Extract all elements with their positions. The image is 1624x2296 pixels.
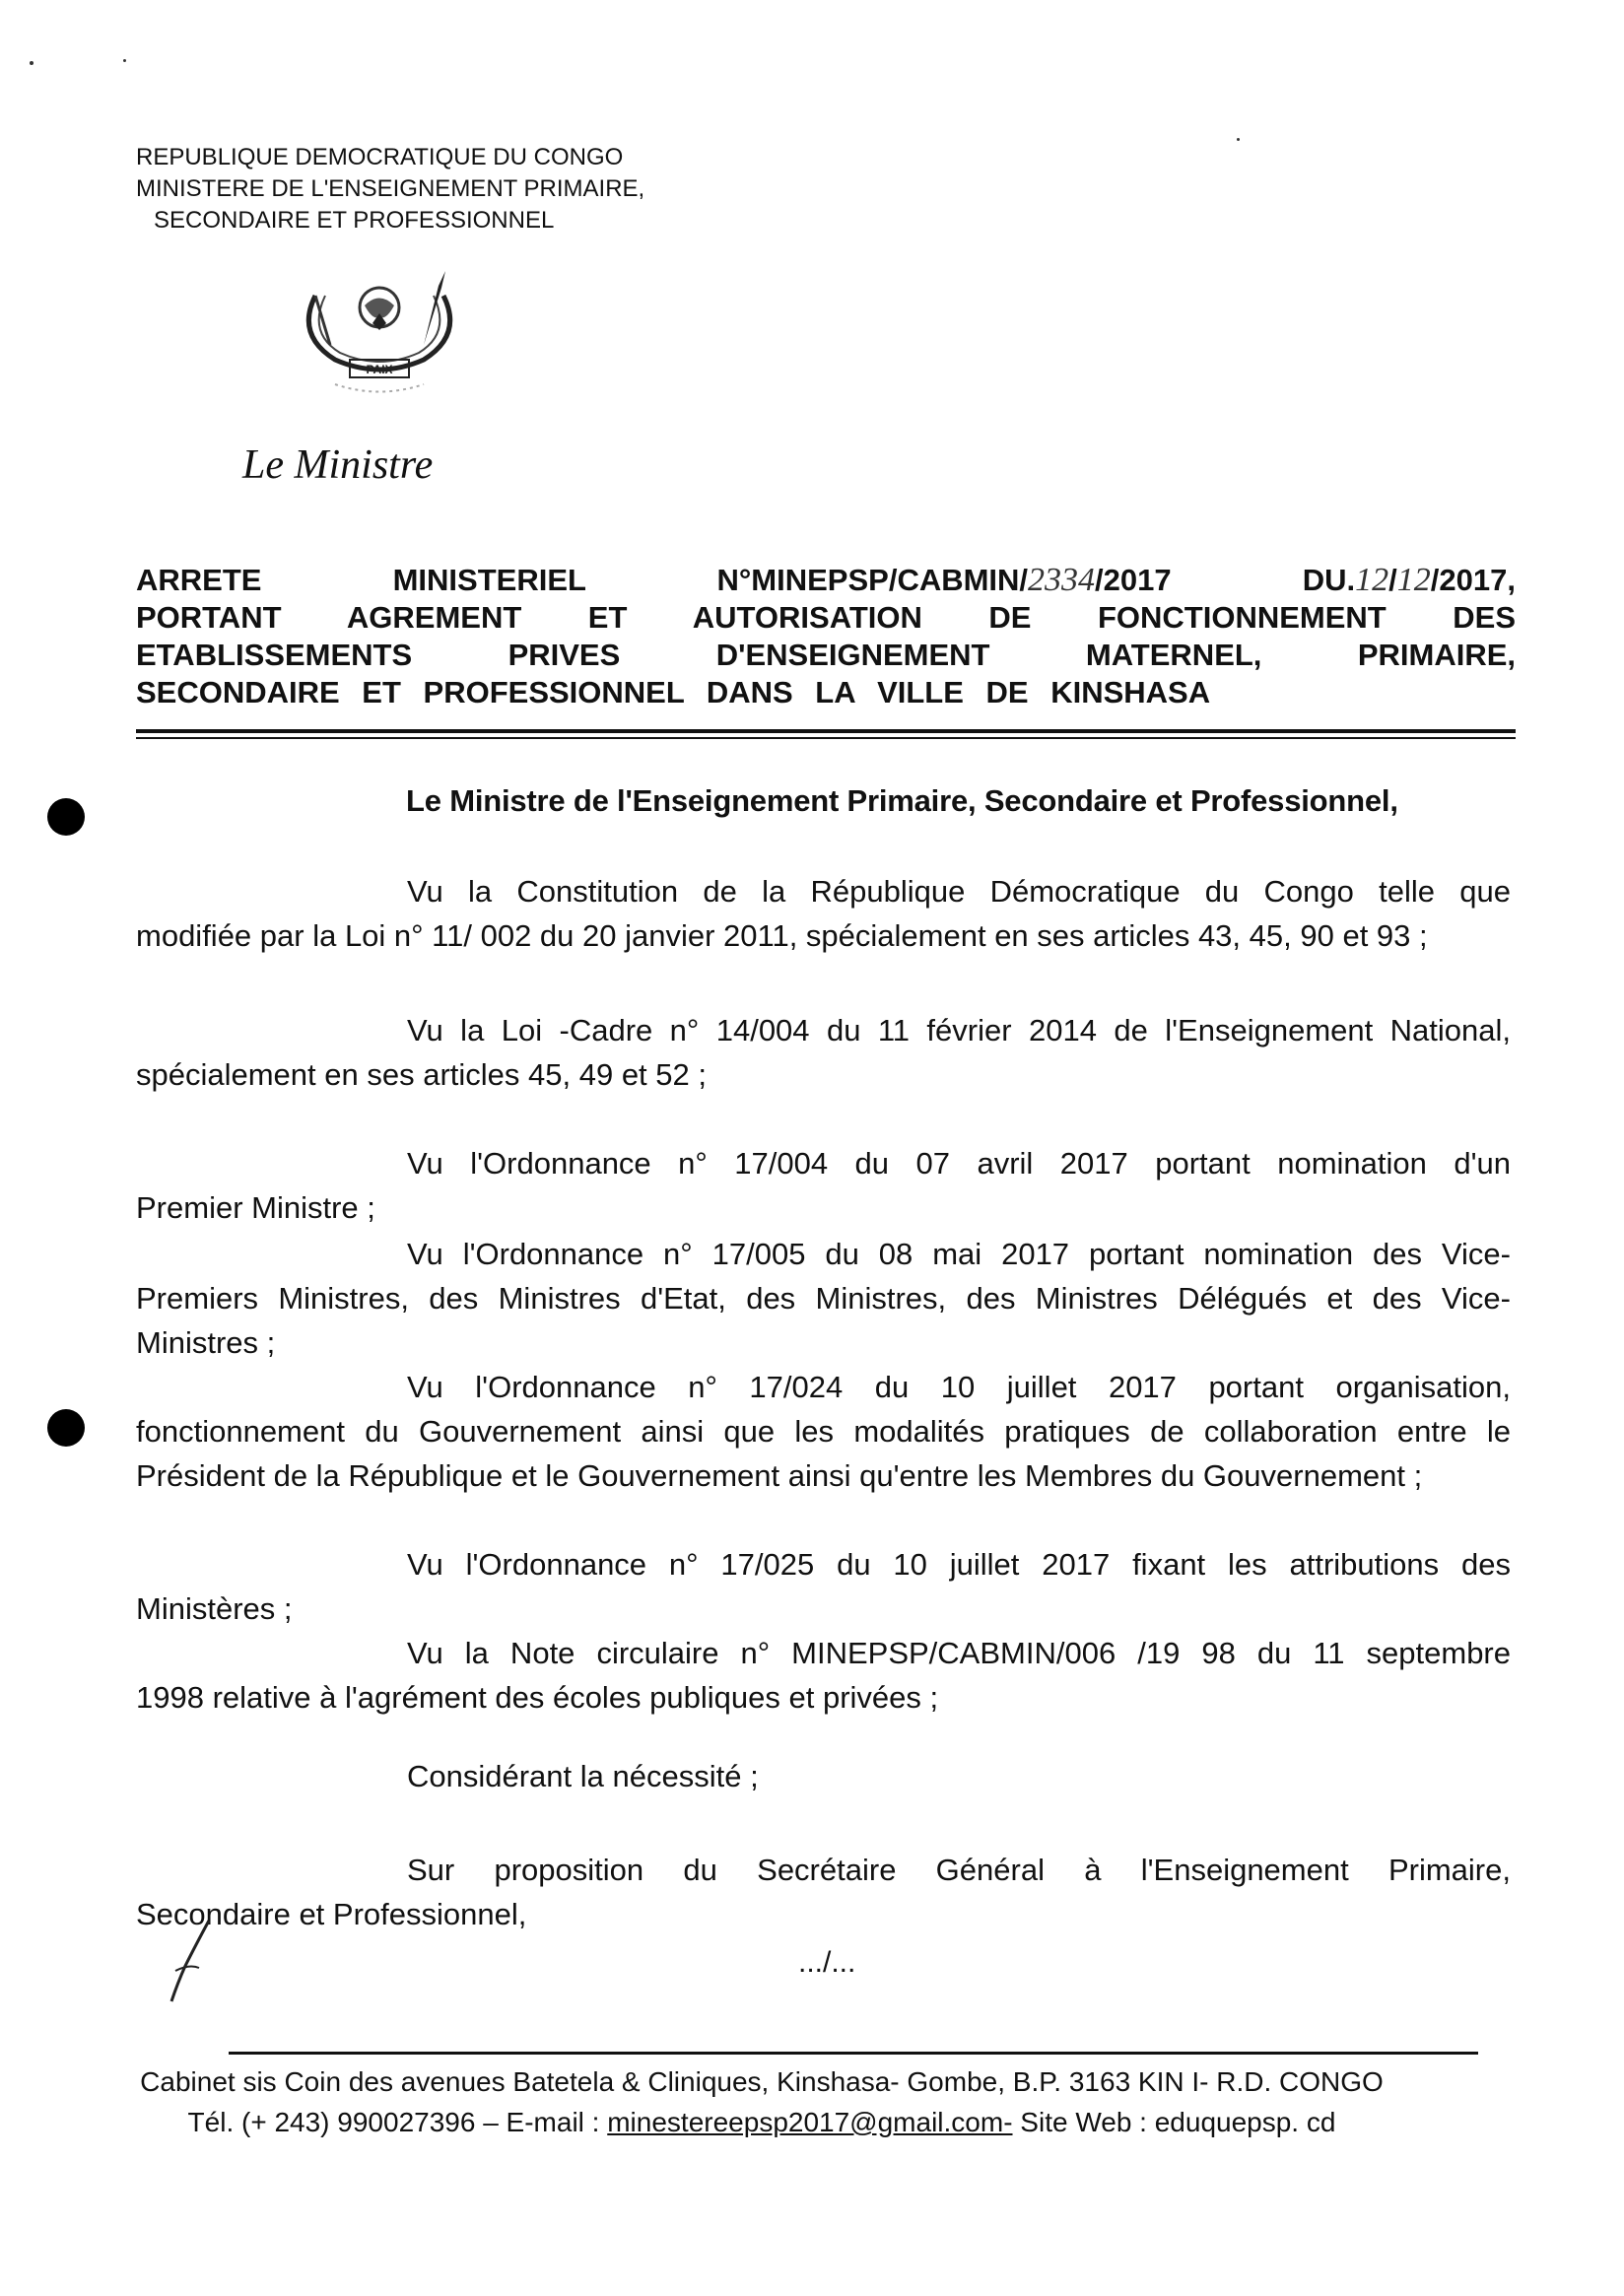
decree-word: ARRETE — [136, 563, 262, 597]
footer-contact — [136, 2107, 1387, 2138]
punch-hole-mark — [47, 1409, 85, 1447]
coat-of-arms-emblem — [276, 266, 483, 404]
decree-number: N°MINEPSP/CABMIN/2334/2017 — [716, 562, 1172, 598]
header-line-ministry: MINISTERE DE L'ENSEIGNEMENT PRIMAIRE, — [136, 175, 645, 202]
header-line-secondary: SECONDAIRE ET PROFESSIONNEL — [154, 207, 555, 234]
scan-speck — [30, 61, 34, 65]
paragraph-considerant: Considérant la nécessité ; — [407, 1759, 759, 1793]
footer-email-link[interactable]: minestereepsp2017@gmail.com- — [607, 2107, 1013, 2137]
punch-hole-mark — [47, 798, 85, 836]
paragraph-ordonnance-17-005: Vu l'Ordonnance n° 17/005 du 08 mai 2017 portant nomination des Vice- Premiers Ministres, des Ministres d'Etat, des Ministres, des Ministres Délégués et des Vice- Ministres ; — [136, 1237, 1511, 1360]
decree-title-line-2: PORTANT AGREMENT ET AUTORISATION DE FONCTIONNEMENT DES — [136, 600, 1516, 635]
handwritten-month: 12 — [1396, 562, 1431, 598]
title-divider — [136, 729, 1516, 733]
handwritten-number: 2334 — [1028, 562, 1096, 598]
paragraph-ordonnance-17-004: Vu l'Ordonnance n° 17/004 du 07 avril 2017 portant nomination d'un Premier Ministre ; — [136, 1146, 1511, 1225]
decree-title-line-4: SECONDAIRE ET PROFESSIONNEL DANS LA VILLE DE KINSHASA — [136, 675, 1211, 709]
emblem-motto: PAIX — [366, 363, 393, 376]
decree-date: DU.12/12/2017, — [1302, 562, 1516, 598]
decree-title-line-3: ETABLISSEMENTS PRIVES D'ENSEIGNEMENT MATERNEL, PRIMAIRE, — [136, 638, 1516, 672]
decree-title-line-1 — [136, 562, 1516, 599]
scan-speck — [123, 59, 126, 62]
paragraph-constitution: Vu la Constitution de la République Démocratique du Congo telle que modifiée par la Loi n° 11/ 002 du 20 janvier 2011, spécialement en ses articles 43, 45, 90 et 93 ; — [136, 874, 1511, 953]
paragraph-note-circulaire: Vu la Note circulaire n° MINEPSP/CABMIN/006 /19 98 du 11 septembre 1998 relative à l'agrément des écoles publiques et privées ; — [136, 1636, 1511, 1715]
paragraph-proposition: Sur proposition du Secrétaire Général à l'Enseignement Primaire, Secondaire et Professionnel, — [136, 1853, 1511, 1931]
header-line-republic: REPUBLIQUE DEMOCRATIQUE DU CONGO — [136, 144, 624, 170]
footer-website: Site Web : eduquepsp. cd — [1012, 2107, 1336, 2137]
minister-title: Le Ministre — [242, 442, 434, 488]
footer-divider — [229, 2052, 1478, 2055]
decree-word: MINISTERIEL — [392, 563, 586, 597]
paragraph-loi-cadre: Vu la Loi -Cadre n° 14/004 du 11 février 2014 de l'Enseignement National, spécialement en ses articles 45, 49 et 52 ; — [136, 1013, 1511, 1092]
footer-address: Cabinet sis Coin des avenues Batetela & Cliniques, Kinshasa- Gombe, B.P. 3163 KIN I- R.D. CONGO — [140, 2066, 1384, 2097]
page-continuation: .../... — [798, 1946, 856, 1979]
footer-phone: Tél. (+ 243) 990027396 – E-mail : — [187, 2107, 608, 2137]
decree-title — [136, 562, 1516, 711]
paragraph-ordonnance-17-024: Vu l'Ordonnance n° 17/024 du 10 juillet 2017 portant organisation, fonctionnement du Gouvernement ainsi que les modalités pratiques de collaboration entre le Président de la République et le Gouvernement ainsi qu'entre les Membres du Gouvernement ; — [136, 1370, 1511, 1493]
minister-subheading: Le Ministre de l'Enseignement Primaire, Secondaire et Professionnel, — [406, 783, 1398, 818]
scan-speck — [1237, 138, 1240, 141]
handwritten-initial — [166, 1917, 215, 2005]
paragraph-ordonnance-17-025: Vu l'Ordonnance n° 17/025 du 10 juillet 2017 fixant les attributions des Ministères ; — [136, 1547, 1511, 1626]
handwritten-day: 12 — [1355, 562, 1389, 598]
title-divider-thin — [136, 737, 1516, 739]
